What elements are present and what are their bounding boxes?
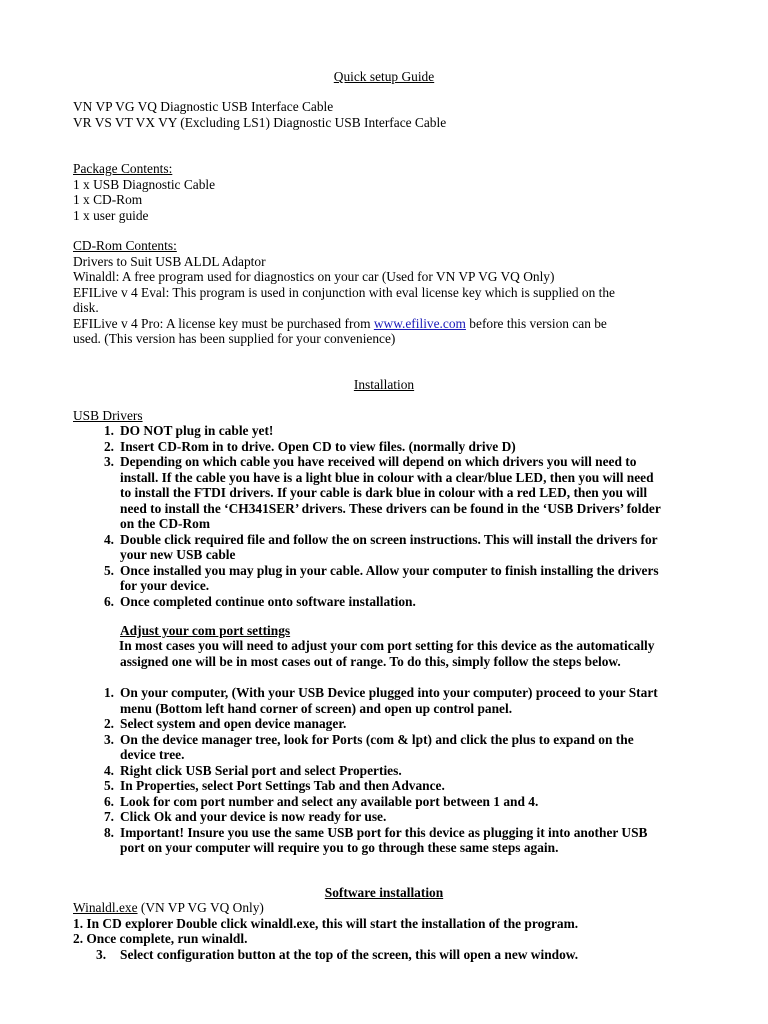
efilive-link[interactable]: www.efilive.com — [373, 316, 466, 331]
step-text: In Properties, select Port Settings Tab and then Advance. — [120, 778, 445, 793]
list-item-line — [92, 794, 538, 810]
list-item-line — [92, 778, 445, 794]
step-number: 2. — [103, 438, 114, 454]
step-number: 3. — [103, 731, 114, 747]
step-number: 5. — [103, 778, 114, 793]
step-text: Right click USB Serial port and select Properties. — [120, 762, 402, 778]
step-text: Select configuration button at the top of the screen, this will open a new window. — [120, 947, 579, 962]
step-text: on the CD-Rom — [120, 516, 211, 531]
subtitle-1: VN VP VG VQ Diagnostic USB Interface Cable — [73, 99, 334, 114]
step-text: need to install the ‘CH341SER’ drivers. These drivers can be found in the ‘USB Drivers’ folder — [120, 500, 661, 516]
software-heading: Software installation — [324, 885, 444, 900]
list-item-line — [92, 809, 386, 825]
list-item-line — [92, 732, 634, 748]
package-item: 1 x USB Diagnostic Cable — [73, 177, 216, 192]
list-item-line — [120, 516, 210, 532]
list-item-line — [92, 454, 636, 470]
step-text: Select system and open device manager. — [120, 716, 347, 731]
page-title: Quick setup Guide — [333, 69, 435, 84]
list-item-line — [92, 685, 658, 701]
list-item-line — [120, 485, 647, 501]
comport-heading: Adjust your com port settings — [120, 623, 291, 638]
list-item-line — [120, 547, 235, 563]
winaldl-name: Winaldl.exe — [73, 900, 138, 915]
step-text: DO NOT plug in cable yet! — [120, 423, 274, 438]
cdrom-line: EFILive v 4 Eval: This program is used in conjunction with eval license key which is supplied on the — [73, 285, 615, 300]
comport-intro: In most cases you will need to adjust your com port setting for this device as the automatically — [119, 638, 655, 653]
step-text: Once completed continue onto software installation. — [120, 593, 416, 609]
usb-drivers-heading: USB Drivers — [73, 408, 143, 423]
winaldl-line — [73, 900, 264, 916]
step-number: 1. — [103, 423, 114, 438]
cdrom-line-text: before this version can be — [465, 316, 607, 331]
list-item-line — [92, 532, 658, 548]
list-item-line — [92, 439, 516, 455]
comport-intro: assigned one will be in most cases out of range. To do this, simply follow the steps below. — [120, 654, 621, 669]
step-text: Insert CD-Rom in to drive. Open CD to view files. (normally drive D) — [120, 438, 516, 454]
list-item-line — [92, 594, 416, 610]
list-item-line — [120, 501, 661, 517]
step-text: Important! Insure you use the same USB port for this device as plugging it into another USB — [120, 824, 648, 840]
step-text: menu (Bottom left hand corner of screen) and open up control panel. — [120, 700, 513, 716]
list-item-line — [120, 747, 184, 763]
step-number: 3. — [96, 947, 107, 962]
list-item-line — [92, 563, 659, 579]
installation-heading: Installation — [353, 377, 415, 392]
software-step: 2. Once complete, run winaldl. — [73, 931, 248, 946]
list-item-line — [120, 840, 558, 856]
list-item-line — [92, 716, 346, 732]
cdrom-heading: CD-Rom Contents: — [73, 238, 177, 253]
cdrom-line: Drivers to Suit USB ALDL Adaptor — [73, 254, 266, 269]
step-text: Click Ok and your device is now ready for use. — [120, 809, 387, 824]
list-item-line — [92, 763, 402, 779]
winaldl-suffix: (VN VP VG VQ Only) — [137, 900, 264, 915]
cdrom-line: used. (This version has been supplied for your convenience) — [73, 331, 396, 346]
step-text: for your device. — [120, 578, 210, 593]
software-step — [96, 947, 578, 963]
step-number: 4. — [103, 762, 114, 778]
step-text: Double click required file and follow the on screen instructions. This will install the drivers for — [120, 531, 658, 547]
step-text: port on your computer will require you to go through these same steps again. — [120, 840, 559, 855]
cdrom-line: Winaldl: A free program used for diagnostics on your car (Used for VN VP VG VQ Only) — [73, 269, 555, 284]
package-item: 1 x CD-Rom — [73, 192, 143, 207]
step-text: On the device manager tree, look for Ports (com & lpt) and click the plus to expand on the — [120, 731, 634, 747]
step-number: 2. — [103, 716, 114, 731]
step-number: 5. — [103, 562, 114, 578]
list-item-line — [92, 423, 273, 439]
step-number: 6. — [103, 793, 114, 809]
step-number: 1. — [103, 685, 114, 700]
step-text: your new USB cable — [120, 547, 236, 562]
step-text: Depending on which cable you have received will depend on which drivers you will need to — [120, 454, 637, 469]
step-number: 3. — [103, 454, 114, 469]
package-heading: Package Contents: — [73, 161, 173, 176]
cdrom-line: disk. — [73, 300, 99, 315]
list-item-line — [120, 470, 654, 486]
list-item-line — [120, 701, 512, 717]
package-item: 1 x user guide — [73, 208, 149, 223]
step-text: device tree. — [120, 747, 185, 762]
step-number: 6. — [103, 593, 114, 609]
list-item-line — [120, 578, 209, 594]
step-text: install. If the cable you have is a light blue in colour with a clear/blue LED, then you will need — [120, 469, 654, 485]
step-number: 4. — [103, 531, 114, 547]
list-item-line — [92, 825, 648, 841]
step-text: Look for com port number and select any available port between 1 and 4. — [120, 793, 539, 809]
subtitle-2: VR VS VT VX VY (Excluding LS1) Diagnostic USB Interface Cable — [73, 115, 447, 130]
step-text: Once installed you may plug in your cable. Allow your computer to finish installing the drivers — [120, 562, 659, 578]
cdrom-line-with-link — [73, 316, 607, 332]
step-number: 7. — [103, 809, 114, 824]
software-step: 1. In CD explorer Double click winaldl.exe, this will start the installation of the program. — [73, 916, 579, 931]
step-text: to install the FTDI drivers. If your cable is dark blue in colour with a red LED, then you will — [120, 485, 648, 500]
step-text: On your computer, (With your USB Device plugged into your computer) proceed to your Start — [120, 685, 658, 700]
cdrom-line-text: EFILive v 4 Pro: A license key must be purchased from — [73, 316, 374, 331]
step-number: 8. — [103, 824, 114, 840]
